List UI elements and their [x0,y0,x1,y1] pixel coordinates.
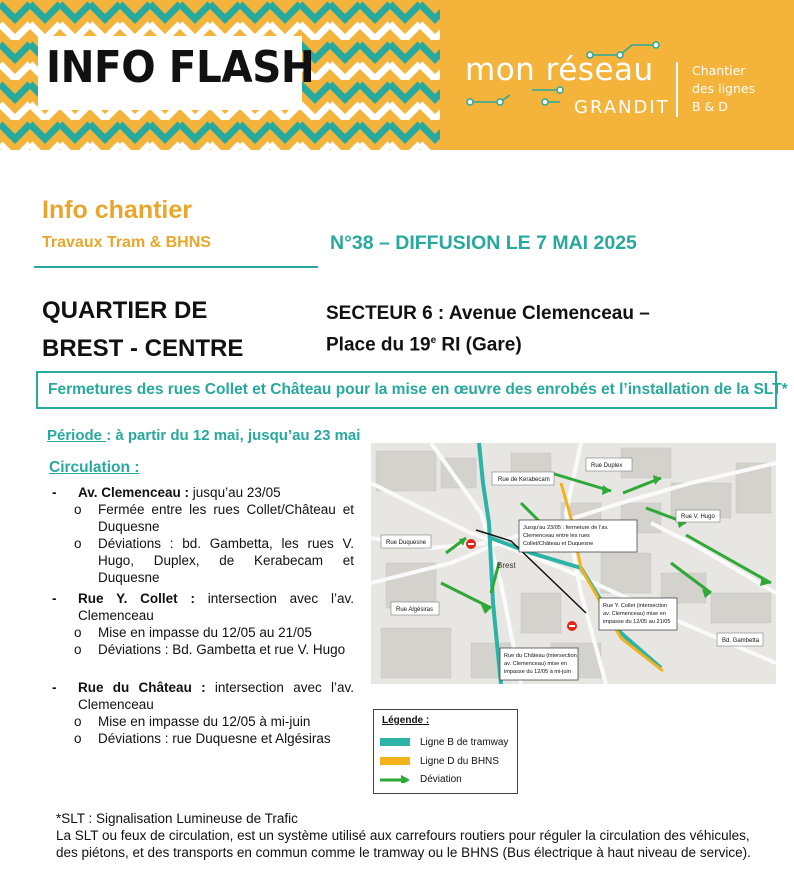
legend-swatch-tram [380,738,410,746]
road-rest: intersection avec l’av. Clemenceau [78,680,354,712]
road-head [78,590,354,624]
info-title: Info chantier [42,196,193,224]
road-item [52,624,354,641]
map-label-brest: Brest [497,561,516,570]
callout-collet-line: impasse du 12/05 au 21/05 [603,619,671,625]
brand-tag-line: des lignes [692,81,756,96]
road-item-text: Déviations : Bd. Gambetta et rue V. Hugo [98,642,346,657]
periode-text: à partir du 12 mai, jusqu’au 23 mai [115,427,361,444]
legend-label: Ligne B de tramway [420,737,509,748]
callout-closure-line: Collet/Château et Duquesne [523,541,594,547]
road-block [52,484,354,586]
map-svg [371,443,776,684]
road-item-text: Déviations : rue Duquesne et Algésiras [98,731,331,746]
footnote [56,810,791,861]
map-label-algesiras: Rue Algésiras [396,607,434,613]
road-item [52,730,354,747]
secteur-line [326,327,650,358]
circulation-title: Circulation : [49,459,140,476]
callout-chateau-line: av. Clemenceau) mise en [504,661,568,667]
bullet-dash: - [52,485,57,500]
legend-row [380,737,508,748]
secteur-sup: e [430,335,437,346]
quartier-heading [42,292,243,368]
arrow-right-icon [380,775,410,783]
diffusion-number: N°38 – DIFFUSION LE 7 MAI 2025 [330,232,637,254]
headline-text: Fermetures des rues Collet et Château pour la mise en œuvre des enrobés et l’installation de la SLT* [48,381,788,398]
road-head [78,679,354,713]
road-item-text: Mise en impasse du 12/05 au 21/05 [98,625,312,640]
no-entry-icon [567,621,577,631]
legend-row [380,756,499,767]
quartier-line: QUARTIER DE [42,297,208,324]
callout-closure-line: Jusqu’au 23/05 : fermeture de l’av. [523,525,609,531]
brand-separator [676,62,678,117]
bullet-circle: o [74,625,82,640]
secteur-line2-post: RI (Gare) [436,334,522,356]
brand-sub: GRANDIT [574,97,670,118]
road-item [52,535,354,586]
bullet-circle: o [74,642,82,657]
brand-name: mon réseau [465,52,654,88]
legend-label: Ligne D du BHNS [420,756,499,767]
headline-box [36,371,788,409]
works-map [371,443,776,684]
secteur-line: SECTEUR 6 : Avenue Clemenceau – [326,303,650,324]
brand-tag-line: B & D [692,99,728,114]
brand-tag-line: Chantier [692,63,746,78]
footnote-line: La SLT ou feux de circulation, est un système utilisé aux carrefours routiers pour réguler la circulation des véhicules, [56,828,750,843]
road-rest: intersection avec l’av. Clemenceau [78,591,354,623]
bullet-circle: o [74,536,82,551]
legend-label: Déviation [420,774,462,785]
bullet-circle: o [74,502,82,517]
legend-title: Légende : [382,715,430,726]
road-item-text: Déviations : bd. Gambetta, les rues V. Hugo, Duplex, de Kerabecam et Duquesne [98,536,354,585]
legend-row [380,774,462,785]
page-title: INFO FLASH [46,42,315,93]
legend-swatch-bhns [380,757,410,765]
map-label-duplex: Rue Duplex [591,463,623,469]
info-subtitle: Travaux Tram & BHNS [42,234,211,251]
road-item-text: Mise en impasse du 12/05 à mi-juin [98,714,311,729]
map-label-kerabecam: Rue de Kerabecam [498,477,550,483]
header-banner [0,0,794,150]
map-label-vhugo: Rue V. Hugo [681,514,715,520]
road-block [52,590,354,658]
road-name: Rue Y. Collet : [78,591,195,606]
divider [34,266,318,268]
periode [47,427,360,444]
footnote-line: *SLT : Signalisation Lumineuse de Trafic [56,811,298,826]
road-head [78,484,354,501]
bullet-circle: o [74,714,82,729]
periode-sep: : [106,427,116,444]
map-label-gambetta: Bd. Gambetta [722,638,760,644]
brand-tagline [692,62,755,116]
secteur-line2-pre: Place du 19 [326,334,431,356]
callout-collet-line: av. Clemenceau) mise en [603,611,667,617]
callout-chateau-line: impasse du 12/05 à mi-juin [504,669,571,675]
no-entry-icon [466,539,476,549]
callout-collet-line: Rue Y. Collet (intersection [603,603,668,609]
road-item-text: Fermée entre les rues Collet/Château et Duquesne [98,502,354,534]
map-label-duquesne: Rue Duquesne [386,540,427,546]
road-item [52,713,354,730]
periode-label: Période [47,427,107,444]
callout-closure-line: Clemenceau entre les rues [523,533,590,539]
secteur-heading [326,300,650,358]
bullet-dash: - [52,680,57,695]
road-block [52,679,354,747]
bullet-dash: - [52,591,57,606]
road-item [52,501,354,535]
road-rest: jusqu’au 23/05 [189,485,281,500]
info-flash-title-box [38,36,315,110]
road-item [52,641,354,658]
footnote-line: des piétons, et des transports en commun comme le tramway ou le BHNS (Bus électrique à haut niveau de service). [56,845,751,860]
quartier-line: BREST - CENTRE [42,335,244,362]
map-legend [373,709,518,794]
bullet-circle: o [74,731,82,746]
road-name: Av. Clemenceau : [78,485,190,500]
callout-chateau-line: Rue du Château (intersection [504,653,577,659]
road-name: Rue du Château : [78,680,206,695]
